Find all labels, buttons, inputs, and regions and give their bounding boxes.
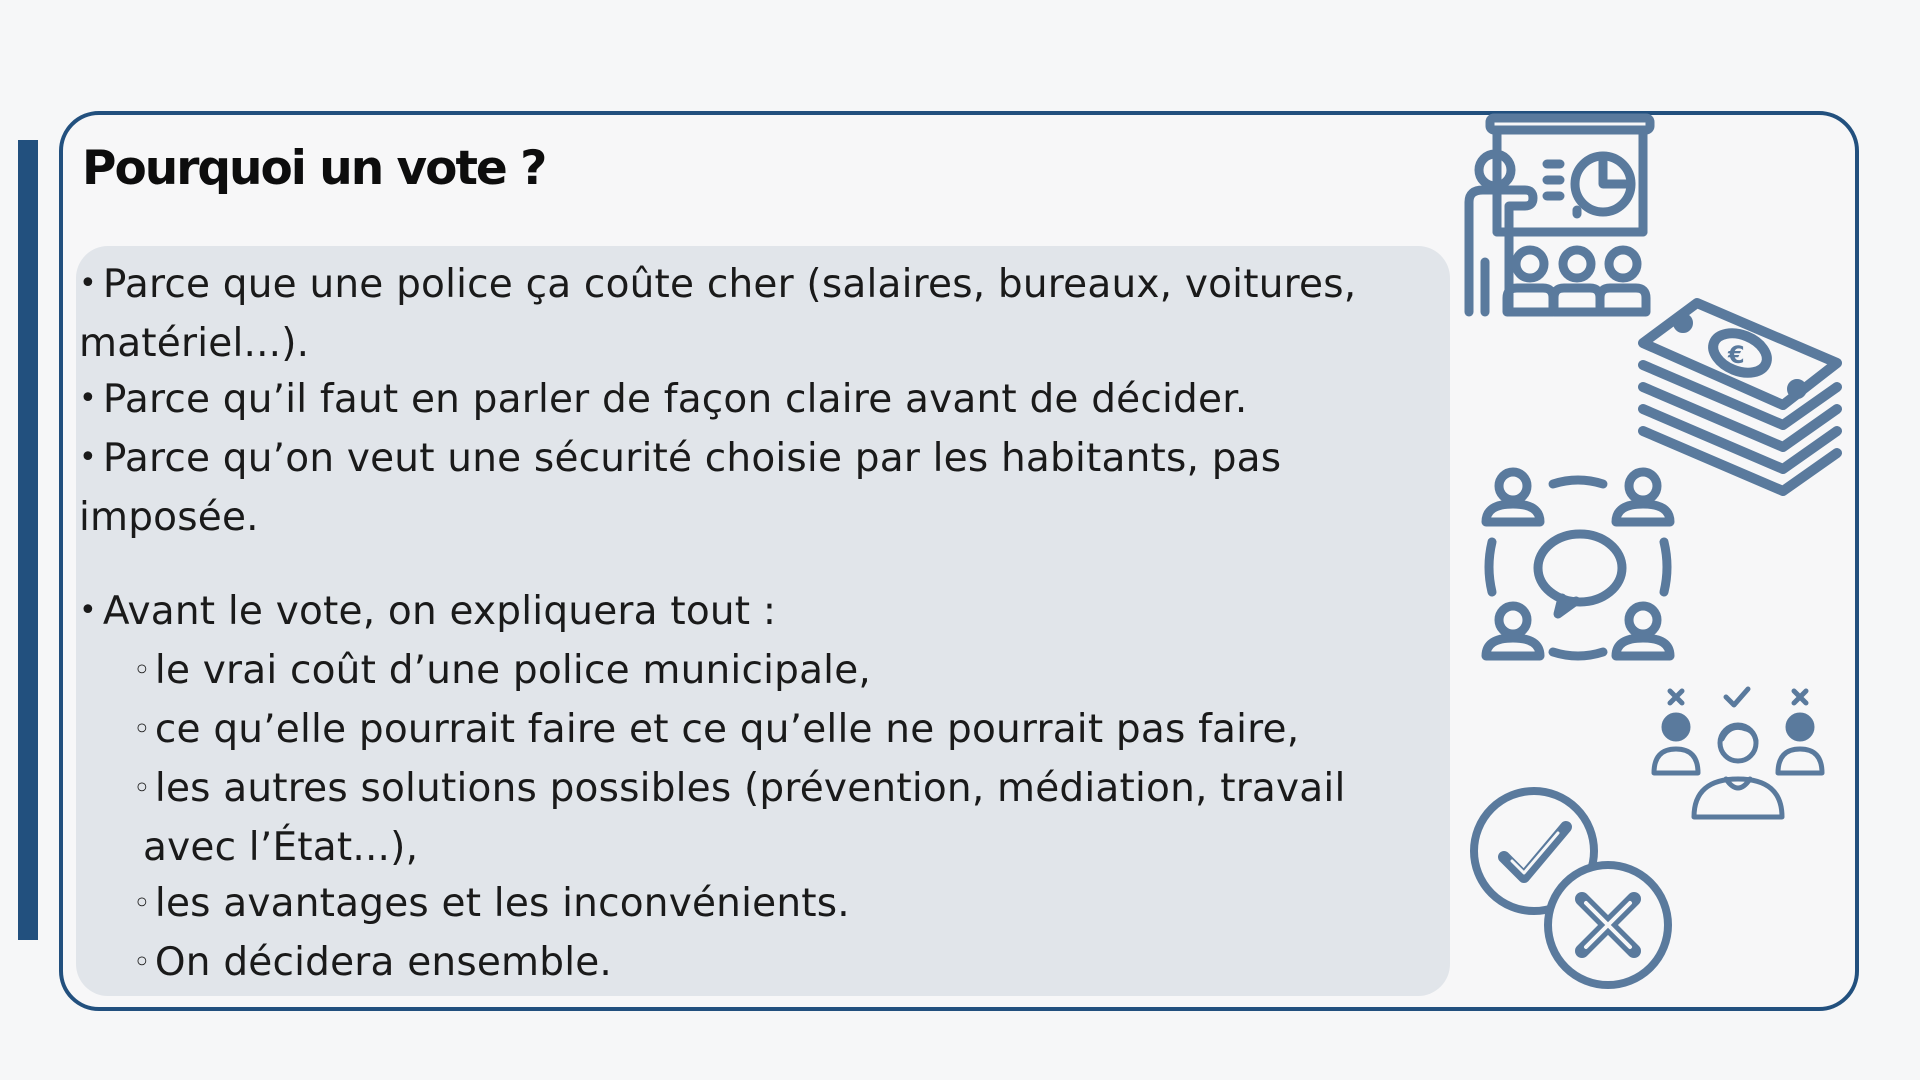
reason-item: • Parce qu’il faut en parler de façon claire avant de décider. xyxy=(79,377,1248,422)
bullet-marker: • xyxy=(79,266,97,301)
explanation-item: ◦ les autres solutions possibles (prévention, médiation, travail xyxy=(133,766,1346,811)
bullet-marker: • xyxy=(79,440,97,475)
bullet-marker: • xyxy=(79,593,97,628)
explanation-item: ◦ ce qu’elle pourrait faire et ce qu’elle ne pourrait pas faire, xyxy=(133,707,1300,752)
explanation-item: ◦ On décidera ensemble. xyxy=(133,940,613,985)
before-vote-intro: • Avant le vote, on expliquera tout : xyxy=(79,589,777,634)
discussion-circle-icon xyxy=(1478,462,1678,672)
reason-item: • Parce qu’on veut une sécurité choisie par les habitants, pas xyxy=(79,436,1282,481)
explanation-item: ◦ les avantages et les inconvénients. xyxy=(133,881,850,926)
sub-bullet-marker: ◦ xyxy=(133,945,151,980)
reason-item-continuation: imposée. xyxy=(79,495,259,540)
sub-bullet-marker: ◦ xyxy=(133,712,151,747)
content-panel xyxy=(76,246,1450,996)
sub-bullet-marker: ◦ xyxy=(133,886,151,921)
sub-bullet-marker: ◦ xyxy=(133,653,151,688)
reason-item: • Parce que une police ça coûte cher (salaires, bureaux, voitures, xyxy=(79,262,1357,307)
page-title: Pourquoi un vote ? xyxy=(82,141,546,196)
svg-text:€: € xyxy=(1728,341,1745,369)
explanation-item: ◦ le vrai coût d’une police municipale, xyxy=(133,648,872,693)
explanation-item-continuation: avec l’État...), xyxy=(143,825,419,870)
presentation-icon xyxy=(1455,112,1660,317)
accent-bar xyxy=(18,140,38,940)
check-cross-icon xyxy=(1468,785,1678,995)
reason-item-continuation: matériel...). xyxy=(79,321,310,366)
sub-bullet-marker: ◦ xyxy=(133,771,151,806)
bullet-marker: • xyxy=(79,381,97,416)
